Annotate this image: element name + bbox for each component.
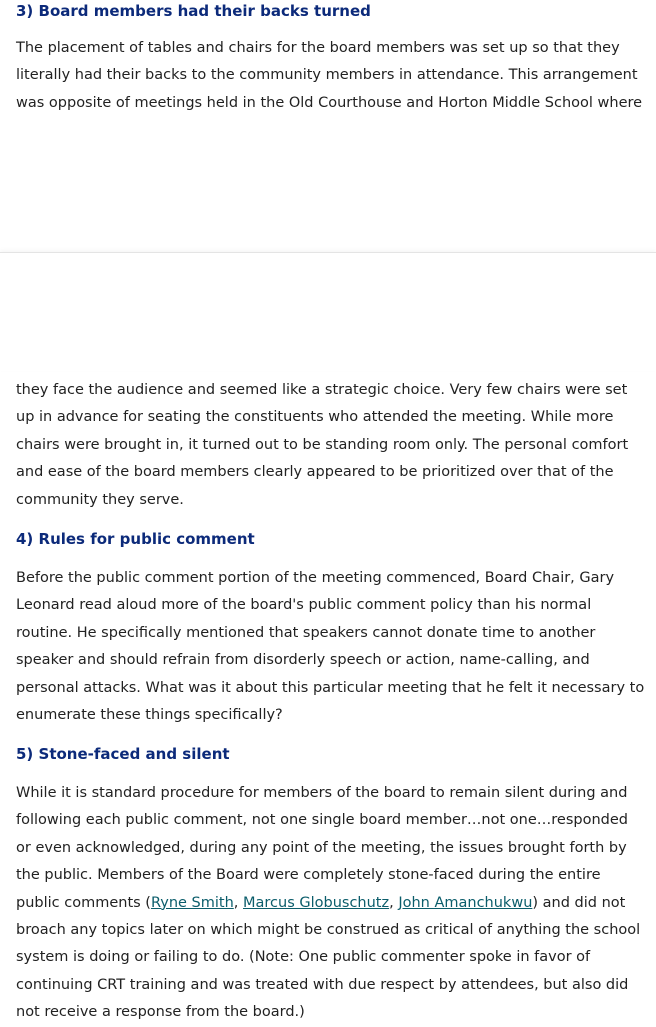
ad-placeholder-gap	[0, 252, 656, 371]
section-3	[16, 0, 646, 22]
section-4-paragraph: Before the public comment portion of the meeting commenced, Board Chair, Gary Leonard read aloud more of the board's public comment policy than his normal routine. He specifically mentioned that speakers cannot donate time to another speaker and should refrain from disorderly speech or action, name-calling, and personal attacks. What was it about this particular meeting that he felt it necessary to enumerate these things specifically?	[16, 570, 645, 724]
link-ryne-smith[interactable]: Ryne Smith	[150, 894, 234, 911]
section-5-heading: 5) Stone-faced and silent	[16, 745, 230, 763]
section-4-heading: 4) Rules for public comment	[16, 530, 255, 548]
section-3-heading: 3) Board members had their backs turned	[16, 2, 371, 20]
separator-1: ,	[233, 894, 243, 911]
section-5-body-wrap	[16, 780, 646, 1027]
section-5-paragraph	[16, 780, 646, 1027]
link-john-amanchukwu[interactable]: John Amanchukwu	[398, 894, 533, 911]
separator-2: ,	[389, 894, 399, 911]
section-5-text-after: ) and did not broach any topics later on which might be construed as critical of anything the school system is doing or failing to do. (Note: One public commenter spoke in favor of continuing CRT training and was treated with due respect by attendees, but also did not receive a response from the board.)	[16, 894, 641, 1021]
section-5-text-before: While it is standard procedure for members of the board to remain silent during and following each public comment, not one single board member…not one…responded or even acknowledged, during any point of the meeting, the issues brought forth by the public. Members of the Board were completely stone-faced during the entire public comments (	[16, 785, 628, 911]
section-4	[16, 528, 646, 550]
section-5	[16, 743, 646, 765]
section-3-paragraph-part1: The placement of tables and chairs for the board members was set up so that they literally had their backs to the community members in attendance. This arrangement was opposite of meetings held in the Old Courthouse and Horton Middle School where	[16, 40, 643, 111]
section-3-body-part2-wrap	[16, 377, 646, 514]
link-marcus-globuschutz[interactable]: Marcus Globuschutz	[243, 894, 390, 911]
section-4-body-wrap	[16, 565, 646, 729]
section-3-paragraph-part2: they face the audience and seemed like a strategic choice. Very few chairs were set up in advance for seating the constituents who attended the meeting. While more chairs were brought in, it turned out to be standing room only. The personal comfort and ease of the board members clearly appeared to be prioritized over that of the community they serve.	[16, 382, 629, 508]
section-3-body-part1-wrap	[16, 35, 646, 117]
